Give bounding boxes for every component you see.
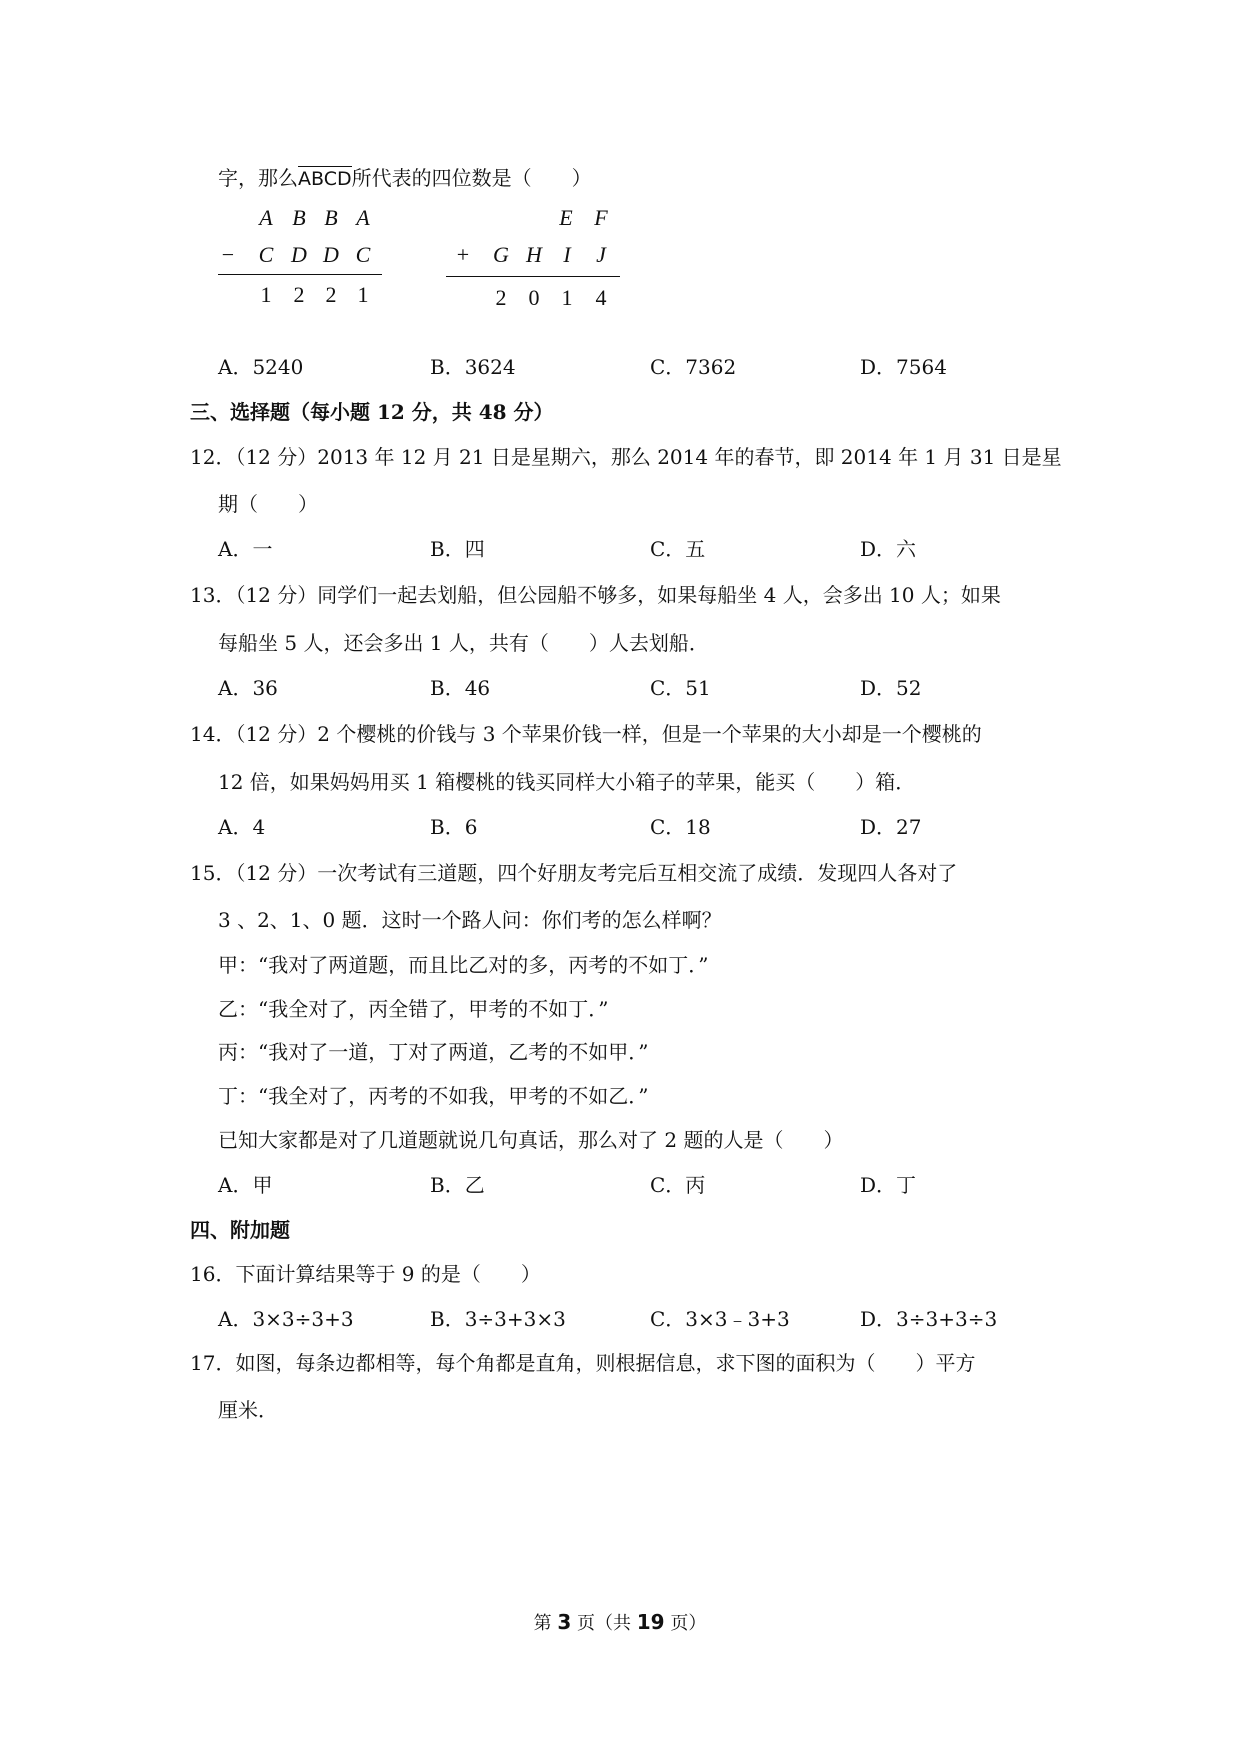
option-b: B．乙 xyxy=(430,1173,485,1197)
question-12-line-1: 12．（12 分）2013 年 12 月 21 日是星期六，那么 2014 年的春节，即 2014 年 1 月 31 日是星 xyxy=(190,445,1062,469)
option-b: B．3624 xyxy=(430,355,516,379)
question-15-statement-yi: 乙：“我全对了，丙全错了，甲考的不如丁．” xyxy=(218,997,609,1021)
section-heading: 四、附加题 xyxy=(190,1218,290,1242)
option-c: C．18 xyxy=(650,815,711,839)
question-13-line-1: 13．（12 分）同学们一起去划船，但公园船不够多，如果每船坐 4 人，会多出 10 人；如果 xyxy=(190,583,1001,607)
option-a: A．36 xyxy=(218,676,278,700)
page-footer xyxy=(0,1610,1240,1636)
option-d: D．7564 xyxy=(860,355,947,379)
question-14-line-2: 12 倍，如果妈妈用买 1 箱樱桃的钱买同样大小箱子的苹果，能买（ ）箱． xyxy=(218,770,916,794)
question-15-line-2: 3 、2、1、0 题．这时一个路人问：你们考的怎么样啊？ xyxy=(218,908,722,932)
calc-result-digit: 1 xyxy=(260,282,272,307)
option-c: C．五 xyxy=(650,537,706,561)
calc-result-digit: 2 xyxy=(293,282,305,307)
option-c: C．51 xyxy=(650,676,711,700)
calc-digit: D xyxy=(323,242,339,267)
option-a: A．一 xyxy=(218,537,273,561)
question-15-statement-jia: 甲：“我对了两道题，而且比乙对的多，丙考的不如丁．” xyxy=(218,953,709,977)
calc-result-digit: 2 xyxy=(495,285,507,310)
calc-digit: F xyxy=(594,205,608,230)
option-b: B．46 xyxy=(430,676,491,700)
calc-digit: C xyxy=(355,242,371,267)
option-d: D．3÷3+3÷3 xyxy=(860,1307,998,1331)
question-15-statement-ding: 丁：“我全对了，丙考的不如我，甲考的不如乙．” xyxy=(218,1084,649,1108)
option-a: A．5240 xyxy=(218,355,304,379)
addition-rule xyxy=(446,276,620,277)
question-17-line-2: 厘米． xyxy=(218,1398,278,1422)
calc-digit: A xyxy=(259,205,273,230)
minus-sign: − xyxy=(221,242,235,267)
option-c: C．丙 xyxy=(650,1173,706,1197)
question-16-line-1: 16．下面计算结果等于 9 的是（ ） xyxy=(190,1262,541,1286)
footer-mid: 页（共 xyxy=(571,1613,637,1634)
calc-result-digit: 1 xyxy=(357,282,369,307)
calc-result-digit: 1 xyxy=(561,285,573,310)
question-17-line-1: 17．如图，每条边都相等，每个角都是直角，则根据信息，求下图的面积为（ ）平方 xyxy=(190,1351,976,1375)
subtraction-rule xyxy=(218,274,382,275)
option-d: D．27 xyxy=(860,815,922,839)
calc-digit: E xyxy=(559,205,573,230)
question-14-line-1: 14．（12 分）2 个樱桃的价钱与 3 个苹果价钱一样，但是一个苹果的大小却是一个樱桃的 xyxy=(190,722,982,746)
option-b: B．四 xyxy=(430,537,485,561)
calc-digit: H xyxy=(526,242,542,267)
option-c: C．7362 xyxy=(650,355,737,379)
question-12-line-2: 期（ ） xyxy=(218,492,318,516)
option-b: B．6 xyxy=(430,815,478,839)
calc-digit: C xyxy=(258,242,274,267)
calc-digit: D xyxy=(291,242,307,267)
question-15-statement-bing: 丙：“我对了一道，丁对了两道，乙考的不如甲．” xyxy=(218,1040,649,1064)
q11-stem-line xyxy=(218,166,592,191)
option-b: B．3÷3+3×3 xyxy=(430,1307,566,1331)
calc-digit: A xyxy=(356,205,370,230)
calc-result-digit: 4 xyxy=(595,285,607,310)
section-heading: 三、选择题（每小题 12 分，共 48 分） xyxy=(190,400,554,424)
question-13-line-2: 每船坐 5 人，还会多出 1 人，共有（ ）人去划船． xyxy=(218,631,709,655)
option-a: A．4 xyxy=(218,815,266,839)
total-pages: 19 xyxy=(636,1610,665,1634)
calc-result-digit: 0 xyxy=(528,285,540,310)
option-d: D．丁 xyxy=(860,1173,917,1197)
option-d: D．52 xyxy=(860,676,922,700)
page-number: 3 xyxy=(557,1610,572,1634)
option-c: C．3×3﹣3+3 xyxy=(650,1307,790,1331)
calc-digit: G xyxy=(493,242,509,267)
option-a: A．3×3÷3+3 xyxy=(218,1307,354,1331)
option-d: D．六 xyxy=(860,537,917,561)
question-15-line-1: 15．（12 分）一次考试有三道题，四个好朋友考完后互相交流了成绩．发现四人各对了 xyxy=(190,861,958,885)
calc-digit: B xyxy=(324,205,338,230)
plus-sign: + xyxy=(456,242,470,267)
question-15-line-7: 已知大家都是对了几道题就说几句真话，那么对了 2 题的人是（ ） xyxy=(218,1128,844,1152)
calc-digit: B xyxy=(292,205,306,230)
calc-digit: I xyxy=(563,242,571,267)
abcd-overline: ABCD xyxy=(298,168,352,190)
calc-result-digit: 2 xyxy=(325,282,337,307)
footer-post: 页） xyxy=(664,1613,707,1634)
q11-line-post: 所代表的四位数是（ ） xyxy=(351,166,592,190)
q11-line-pre: 字，那么 xyxy=(218,166,298,190)
calc-digit: J xyxy=(596,242,606,267)
footer-pre: 第 xyxy=(533,1613,558,1634)
option-a: A．甲 xyxy=(218,1173,273,1197)
